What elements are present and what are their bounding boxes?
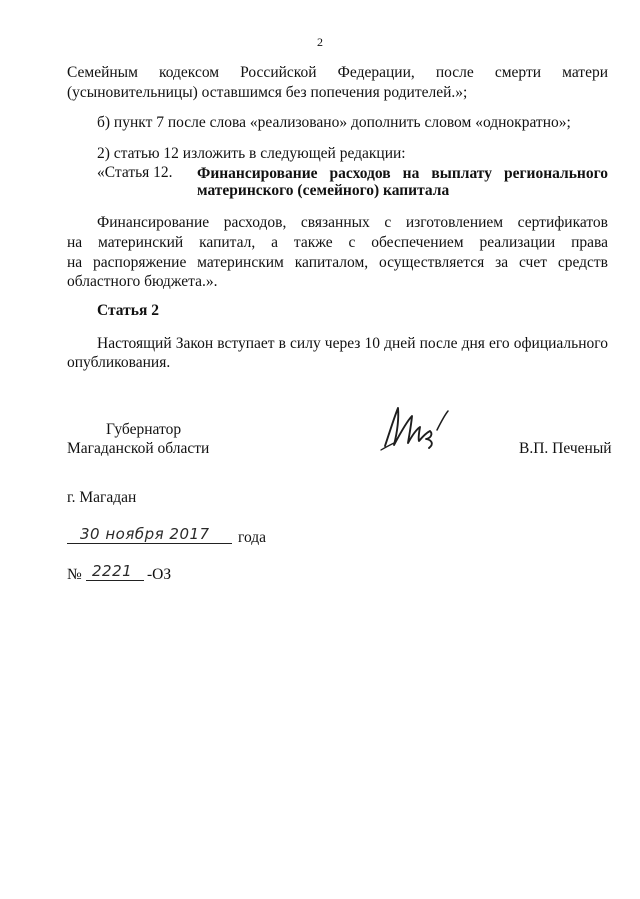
article-12-title-line-1: Финансирование расходов на выплату регионального bbox=[197, 165, 608, 182]
paragraph-5-line-1: Настоящий Закон вступает в силу через 10 дней после дня его официального bbox=[97, 335, 608, 352]
paragraph-2: б) пункт 7 после слова «реализовано» дополнить словом «однократно»; bbox=[97, 114, 571, 131]
paragraph-4-line-2: на материнский капитал, а также с обеспечением реализации права bbox=[67, 234, 608, 251]
paragraph-3: 2) статью 12 изложить в следующей редакции: bbox=[97, 145, 406, 162]
paragraph-4-line-1: Финансирование расходов, связанных с изготовлением сертификатов bbox=[97, 214, 608, 231]
paragraph-1-line-1: Семейным кодексом Российской Федерации, после смерти матери bbox=[67, 64, 608, 81]
signer-title-line-1: Губернатор bbox=[106, 421, 182, 438]
city: г. Магадан bbox=[67, 489, 137, 506]
page-number: 2 bbox=[317, 35, 323, 49]
paragraph-1-line-2: (усыновительницы) оставшимся без попечения родителей.»; bbox=[67, 84, 468, 101]
article-2-heading: Статья 2 bbox=[97, 302, 159, 319]
signer-name: В.П. Печеный bbox=[519, 440, 612, 457]
paragraph-4-line-4: областного бюджета.». bbox=[67, 273, 218, 290]
date-underline bbox=[67, 543, 232, 544]
signer-title-line-2: Магаданской области bbox=[67, 440, 210, 457]
paragraph-4-line-3: на распоряжение материнским капиталом, осуществляется за счет средств bbox=[67, 254, 608, 271]
date-suffix: года bbox=[238, 529, 267, 546]
handwritten-signature bbox=[375, 400, 470, 460]
article-12-prefix: «Статья 12. bbox=[97, 164, 173, 181]
number-suffix: -ОЗ bbox=[147, 566, 172, 583]
handwritten-number: 2221 bbox=[92, 562, 133, 580]
handwritten-date: 30 ноября 2017 bbox=[80, 525, 210, 543]
paragraph-5-line-2: опубликования. bbox=[67, 354, 171, 371]
number-underline bbox=[86, 580, 144, 581]
number-prefix: № bbox=[67, 566, 82, 583]
article-12-title-line-2: материнского (семейного) капитала bbox=[197, 182, 450, 199]
